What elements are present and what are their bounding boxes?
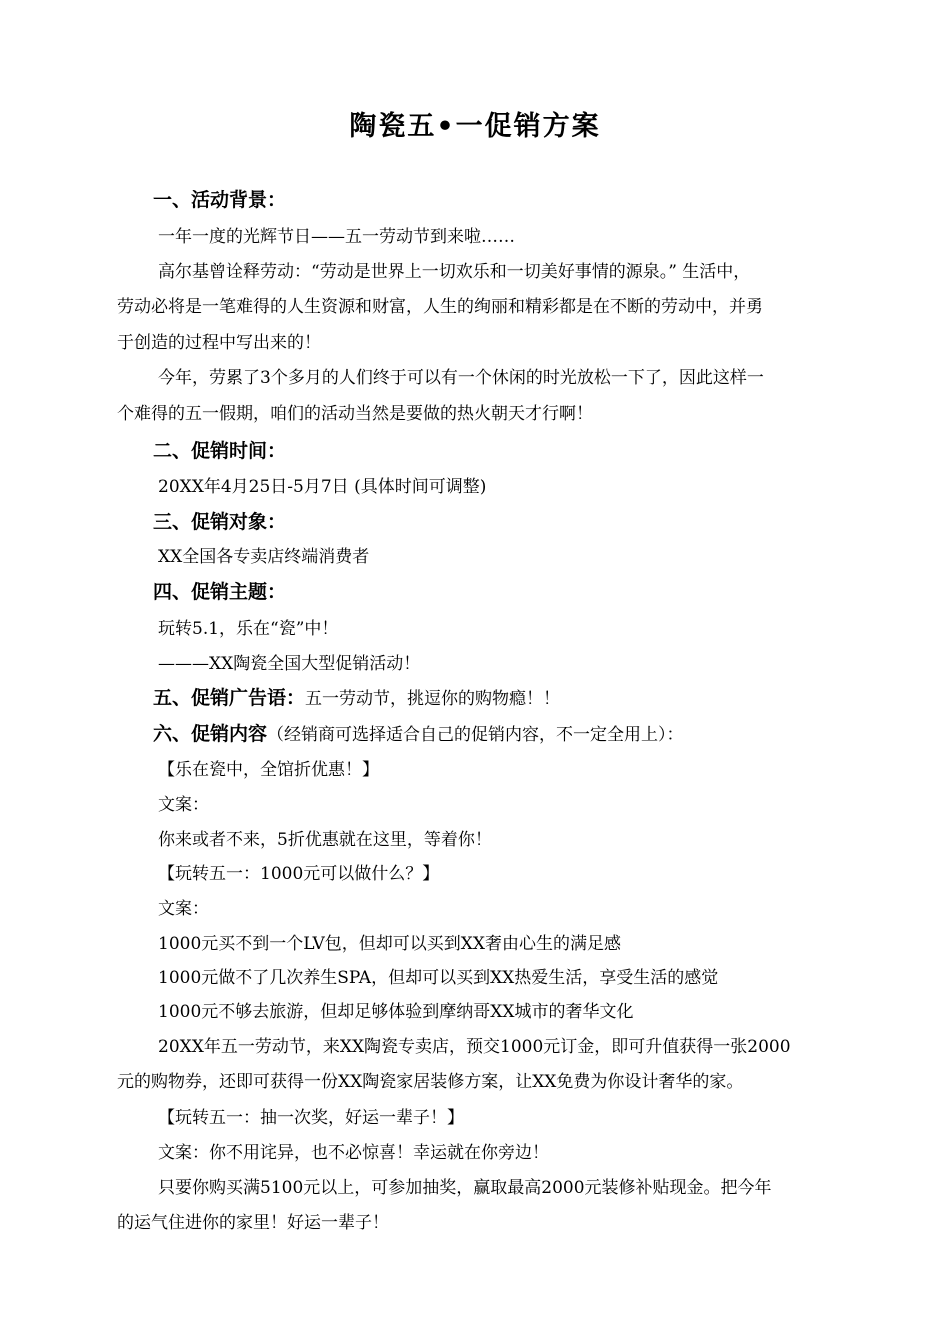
- block-title: 【玩转五一：抽一次奖，好运一辈子！】: [158, 1108, 464, 1128]
- slogan-heading-label: 五、促销广告语：: [153, 687, 306, 709]
- promotion-time-text: 20XX年4月25日-5月7日 (具体时间可调整): [158, 477, 487, 497]
- content-heading-note: （经销商可选择适合自己的促销内容，不一定全用上）：: [267, 725, 684, 745]
- section-heading-content: [153, 722, 684, 747]
- copy-text: 1000元不够去旅游，但却足够体验到摩纳哥XX城市的奢华文化: [158, 1002, 634, 1022]
- content-heading-label: 六、促销内容: [153, 723, 268, 745]
- copy-label: 文案：你不用诧异，也不必惊喜！幸运就在你旁边！: [158, 1143, 549, 1163]
- copy-label: 文案：: [158, 795, 209, 815]
- copy-text: 的运气住进你的家里！好运一辈子！: [117, 1213, 389, 1233]
- theme-line: 玩转5.1，乐在“瓷”中！: [158, 619, 339, 639]
- copy-label: 文案：: [158, 899, 209, 919]
- copy-text: 20XX年五一劳动节，来XX陶瓷专卖店，预交1000元订金，即可升值获得一张2000: [158, 1037, 791, 1057]
- paragraph-line: 劳动必将是一笔难得的人生资源和财富，人生的绚丽和精彩都是在不断的劳动中，并勇: [117, 297, 763, 317]
- copy-text: 元的购物券，还即可获得一份XX陶瓷家居装修方案，让XX免费为你设计奢华的家。: [117, 1072, 744, 1092]
- section-heading-slogan: [153, 686, 560, 711]
- paragraph-line: 于创造的过程中写出来的！: [117, 333, 321, 353]
- copy-text: 1000元做不了几次养生SPA，但却可以买到XX热爱生活，享受生活的感觉: [158, 968, 719, 988]
- paragraph-line: 一年一度的光辉节日——五一劳动节到来啦……: [158, 227, 515, 247]
- promotion-audience-text: XX全国各专卖店终端消费者: [158, 547, 370, 567]
- block-title: 【乐在瓷中，全馆折优惠！】: [158, 760, 379, 780]
- copy-text: 你来或者不来，5折优惠就在这里，等着你！: [158, 830, 492, 850]
- section-heading-background: 一、活动背景：: [153, 189, 287, 211]
- section-heading-time: 二、促销时间：: [153, 440, 287, 462]
- section-heading-theme: 四、促销主题：: [153, 581, 287, 603]
- slogan-text: 五一劳动节，挑逗你的购物瘾！！: [305, 689, 561, 709]
- section-heading-audience: 三、促销对象：: [153, 511, 287, 533]
- document-title: 陶瓷五•一促销方案: [349, 111, 601, 142]
- copy-text: 只要你购买满5100元以上，可参加抽奖，赢取最高2000元装修补贴现金。把今年: [158, 1178, 772, 1198]
- paragraph-line: 今年，劳累了3个多月的人们终于可以有一个休闲的时光放松一下了，因此这样一: [158, 368, 764, 388]
- paragraph-line: 个难得的五一假期，咱们的活动当然是要做的热火朝天才行啊！: [117, 404, 593, 424]
- block-title: 【玩转五一：1000元可以做什么？】: [158, 864, 440, 884]
- theme-subline: ———XX陶瓷全国大型促销活动！: [158, 654, 421, 674]
- copy-text: 1000元买不到一个LV包，但却可以买到XX奢由心生的满足感: [158, 934, 622, 954]
- paragraph-line: 高尔基曾诠释劳动：“劳动是世界上一切欢乐和一切美好事情的源泉。” 生活中，: [158, 262, 751, 282]
